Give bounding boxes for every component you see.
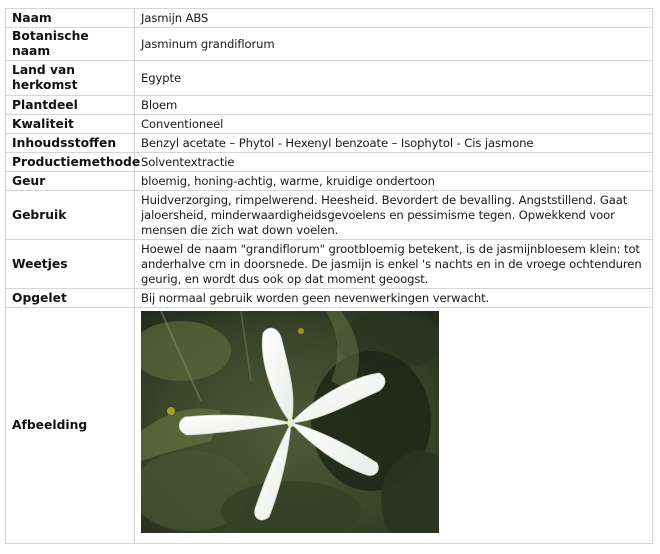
value-naam: Jasmijn ABS	[135, 9, 653, 28]
row-geur	[6, 172, 653, 191]
value-productiemethode: Solventextractie	[135, 153, 653, 172]
value-kwaliteit: Conventioneel	[135, 115, 653, 134]
product-sheet	[5, 8, 653, 544]
label-geur: Geur	[6, 172, 135, 191]
label-weetjes: Weetjes	[6, 240, 135, 289]
label-productiemethode: Productiemethode	[6, 153, 135, 172]
label-botanische-naam: Botanische naam	[6, 28, 135, 61]
label-naam: Naam	[6, 9, 135, 28]
row-plantdeel	[6, 96, 653, 115]
label-gebruik: Gebruik	[6, 191, 135, 240]
value-botanische-naam: Jasminum grandiflorum	[135, 28, 653, 61]
label-plantdeel: Plantdeel	[6, 96, 135, 115]
value-inhoudsstoffen: Benzyl acetate – Phytol - Hexenyl benzoate – Isophytol - Cis jasmone	[135, 134, 653, 153]
row-gebruik	[6, 191, 653, 240]
row-opgelet	[6, 289, 653, 308]
label-afbeelding: Afbeelding	[6, 308, 135, 544]
jasmine-flower-photo	[141, 311, 439, 533]
label-land-van-herkomst: Land van herkomst	[6, 61, 135, 96]
row-productiemethode	[6, 153, 653, 172]
value-weetjes: Hoewel de naam "grandiflorum" grootbloemig betekent, is de jasmijnbloesem klein: tot anderhalve cm in doorsnede. De jasmijn is enkel 's nachts en in de vroege ochtenduren geurig, en wordt dus ook op dat moment geoogst.	[135, 240, 653, 289]
row-botanische-naam	[6, 28, 653, 61]
label-opgelet: Opgelet	[6, 289, 135, 308]
row-afbeelding	[6, 308, 653, 544]
value-geur: bloemig, honing-achtig, warme, kruidige ondertoon	[135, 172, 653, 191]
row-land-van-herkomst	[6, 61, 653, 96]
value-land-van-herkomst: Egypte	[135, 61, 653, 96]
value-gebruik: Huidverzorging, rimpelwerend. Heesheid. Bevordert de bevalling. Angststillend. Gaat jaloersheid, minderwaardigheidsgevoelens en pessimisme tegen. Opwekkend voor mensen die zich wat down voelen.	[135, 191, 653, 240]
product-table	[5, 8, 653, 544]
value-afbeelding	[135, 308, 653, 544]
row-naam	[6, 9, 653, 28]
label-inhoudsstoffen: Inhoudsstoffen	[6, 134, 135, 153]
row-weetjes	[6, 240, 653, 289]
value-plantdeel: Bloem	[135, 96, 653, 115]
value-opgelet: Bij normaal gebruik worden geen nevenwerkingen verwacht.	[135, 289, 653, 308]
row-inhoudsstoffen	[6, 134, 653, 153]
label-kwaliteit: Kwaliteit	[6, 115, 135, 134]
row-kwaliteit	[6, 115, 653, 134]
